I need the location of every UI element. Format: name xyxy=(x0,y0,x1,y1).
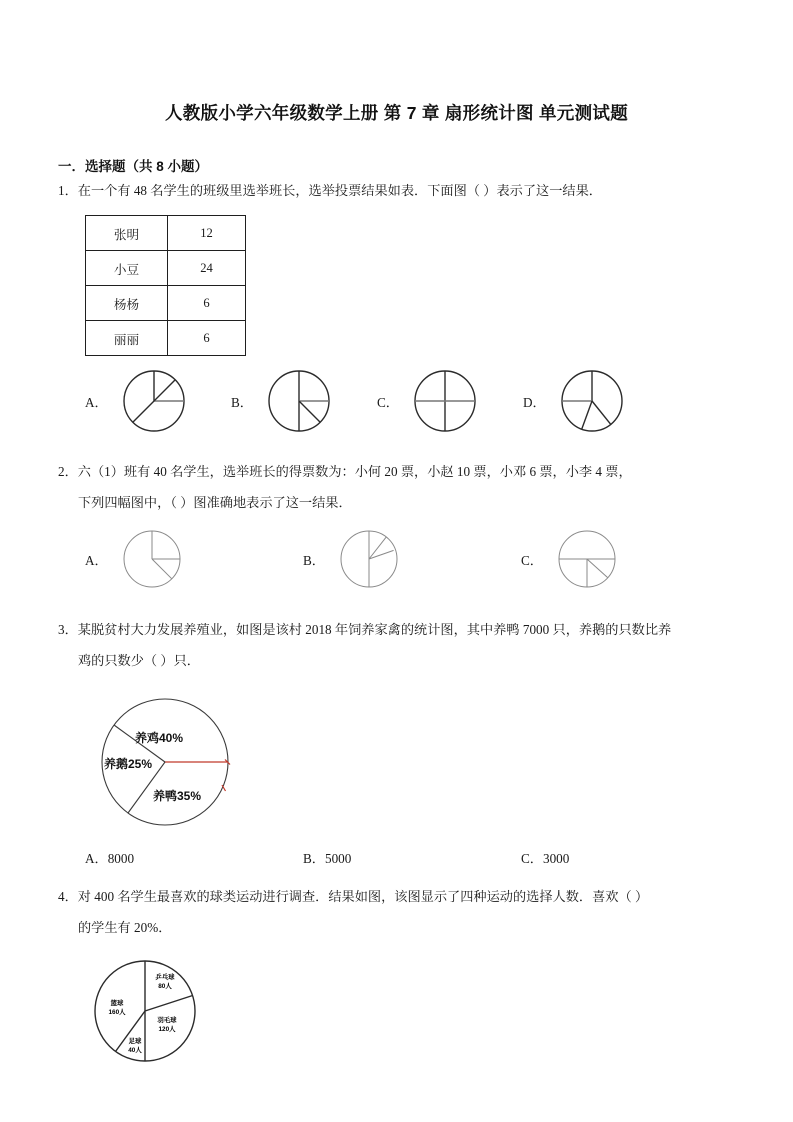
section-heading: 一．选择题（共 8 小题） xyxy=(58,159,209,174)
table-cell-votes: 24 xyxy=(168,251,246,286)
question-4-number: 4． xyxy=(58,889,78,904)
question-2 xyxy=(0,456,793,594)
pie-slice-label-badminton-line2: 120人 xyxy=(158,1026,176,1033)
table-row xyxy=(86,216,246,251)
page-title: 人教版小学六年级数学上册 第 7 章 扇形统计图 单元测试题 xyxy=(164,103,629,123)
question-2-number: 2． xyxy=(58,464,78,479)
pie-slice-label-tabletennis-line1: 乒乓球 xyxy=(155,974,175,981)
pie-chart-q2-option-a xyxy=(117,524,187,594)
question-1-options xyxy=(58,364,793,438)
question-3-text-line1 xyxy=(58,614,793,645)
question-3-answer-c[interactable]: C．3000 xyxy=(521,851,570,866)
question-4 xyxy=(0,881,793,1071)
pie-slice-label-basketball-line1: 篮球 xyxy=(110,1000,124,1007)
question-3-figure xyxy=(58,686,793,838)
option-letter: B． xyxy=(303,552,325,568)
question-1-option-c[interactable] xyxy=(377,364,523,438)
pie-slice-label-duck: 养鸭35% xyxy=(152,789,202,803)
question-1 xyxy=(0,175,793,438)
question-4-text-line1 xyxy=(58,881,793,912)
question-2-option-a[interactable] xyxy=(85,524,303,594)
pie-chart-q2-option-b xyxy=(334,524,404,594)
question-3-answer-a[interactable]: A．8000 xyxy=(85,851,135,866)
pie-chart-q2-option-c xyxy=(552,524,622,594)
option-letter: B． xyxy=(231,394,253,410)
pie-chart-q1-option-c xyxy=(408,364,482,438)
question-2-text-line2: 下列四幅图中，（ ）图准确地表示了这一结果． xyxy=(78,495,352,510)
pie-chart-poultry xyxy=(85,686,267,838)
question-1-body: 在一个有 48 名学生的班级里选举班长，选举投票结果如表．下面图（ ）表示了这一结果． xyxy=(77,183,602,198)
pie-slice-label-goose: 养鹅25% xyxy=(103,757,153,771)
table-cell-votes: 6 xyxy=(168,321,246,356)
option-letter: C． xyxy=(521,552,543,568)
option-letter: D． xyxy=(523,394,546,410)
question-1-option-a[interactable] xyxy=(85,364,231,438)
table-cell-name: 杨杨 xyxy=(86,286,168,321)
question-2-option-b[interactable] xyxy=(303,524,521,594)
question-3-text-line2: 鸡的只数少（ ）只． xyxy=(78,653,200,668)
question-3-answer-b[interactable]: B．5000 xyxy=(303,851,352,866)
pie-slice-label-soccer-line1: 足球 xyxy=(128,1038,142,1045)
question-1-number: 1． xyxy=(58,183,78,198)
question-3 xyxy=(0,614,793,867)
table-cell-name: 丽丽 xyxy=(86,321,168,356)
table-row xyxy=(86,251,246,286)
option-letter: A． xyxy=(85,394,108,410)
pie-chart-q1-option-a xyxy=(117,364,191,438)
pie-chart-q1-option-d xyxy=(555,364,629,438)
question-3-answers xyxy=(58,848,793,867)
table-row xyxy=(86,321,246,356)
question-1-option-b[interactable] xyxy=(231,364,377,438)
vote-result-table xyxy=(85,215,246,356)
question-3-number: 3． xyxy=(58,622,78,637)
pie-slice-label-chicken: 养鸡40% xyxy=(134,731,184,745)
pie-chart-q1-option-b xyxy=(262,364,336,438)
table-cell-name: 小豆 xyxy=(86,251,168,286)
pie-slice-label-basketball-line2: 160人 xyxy=(108,1009,126,1016)
pie-slice-label-soccer-line2: 40人 xyxy=(128,1047,142,1054)
table-cell-name: 张明 xyxy=(86,216,168,251)
table-cell-votes: 12 xyxy=(168,216,246,251)
question-3-body1: 某脱贫村大力发展养殖业，如图是该村 2018 年饲养家禽的统计图，其中养鸭 7000 只，养鹅的只数比养 xyxy=(77,622,672,637)
table-cell-votes: 6 xyxy=(168,286,246,321)
pie-slice-label-tabletennis-line2: 80人 xyxy=(158,983,172,990)
question-2-text-line1 xyxy=(58,456,793,487)
question-2-body1: 六（1）班有 40 名学生，选举班长的得票数为：小何 20 票，小赵 10 票，小邓 6 票，小李 4 票， xyxy=(77,464,632,479)
option-letter: A． xyxy=(85,552,108,568)
question-1-text xyxy=(58,175,793,206)
question-2-option-c[interactable] xyxy=(521,524,622,594)
table-row xyxy=(86,286,246,321)
question-2-options xyxy=(58,524,793,594)
question-4-text-line2: 的学生有 20%． xyxy=(78,920,172,935)
question-1-option-d[interactable] xyxy=(523,364,629,438)
question-4-figure xyxy=(58,953,793,1071)
pie-chart-sports xyxy=(85,953,215,1071)
pie-slice-label-badminton-line1: 羽毛球 xyxy=(157,1017,177,1024)
option-letter: C． xyxy=(377,394,399,410)
question-4-body1: 对 400 名学生最喜欢的球类运动进行调查．结果如图，该图显示了四种运动的选择人数．喜欢（ ） xyxy=(77,889,649,904)
